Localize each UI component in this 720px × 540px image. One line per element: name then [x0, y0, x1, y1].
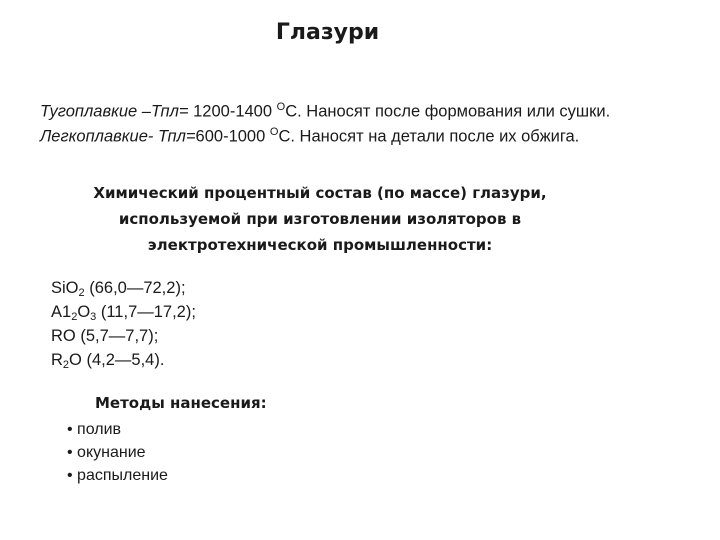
percent-range: (5,7—7,7); — [75, 327, 159, 345]
percent-range: (11,7—17,2); — [96, 303, 196, 321]
glaze-type-name: Легкоплавкие- Тпл= — [40, 127, 196, 146]
composition-item-al2o3: $A1_2O_3$ (11,7—17,2); — [51, 303, 196, 323]
glaze-type-fusible — [40, 126, 579, 147]
melting-temperature: 600-1000 — [195, 127, 270, 146]
degree-sign: О — [276, 101, 286, 113]
composition-item-sio2: SiO$_2$ (66,0—72,2); — [51, 279, 186, 299]
method-item: • полив — [67, 421, 122, 438]
method-item: • распыление — [67, 467, 168, 484]
composition-heading — [60, 180, 580, 258]
application-note: Наносят на детали после их обжига. — [294, 127, 580, 146]
degree-sign: О — [269, 126, 279, 138]
slide-title: Глазури — [275, 20, 380, 45]
composition-heading-line: электротехнической промышленности: — [147, 236, 493, 254]
application-note: Наносят после формования или сушки. — [301, 102, 611, 121]
percent-range: (66,0—72,2); — [84, 279, 186, 297]
methods-title: Методы нанесения: — [95, 394, 267, 412]
composition-heading-line: используемой при изготовлении изоляторов в — [118, 210, 522, 228]
melting-temperature: 1200-1400 — [188, 102, 277, 121]
glaze-type-name: Тугоплавкие –Тпл= — [40, 102, 189, 121]
glaze-type-refractory — [40, 101, 610, 122]
temperature-unit: С. — [278, 127, 295, 146]
composition-heading-line: Химический процентный состав (по массе) глазури, — [93, 184, 547, 202]
composition-item-r2o: $R_2O$ (4,2—5,4). — [51, 351, 165, 371]
temperature-unit: С. — [285, 102, 302, 121]
composition-item-ro: RO (5,7—7,7); — [51, 327, 159, 345]
percent-range: (4,2—5,4). — [81, 351, 165, 369]
method-item: • окунание — [67, 444, 146, 461]
